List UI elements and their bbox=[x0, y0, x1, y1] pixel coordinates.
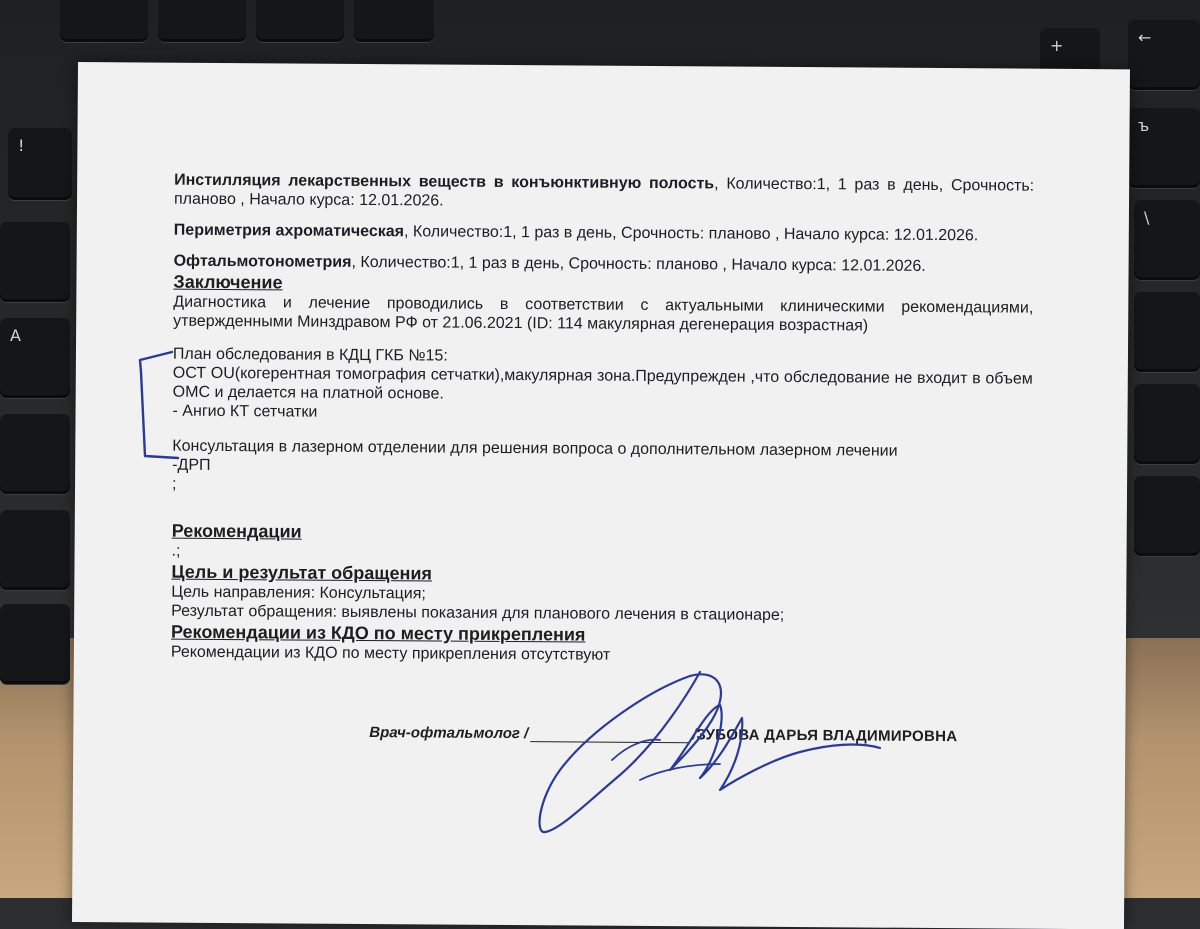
recommendations-text: .; bbox=[171, 542, 181, 560]
procedure-item bbox=[174, 171, 1034, 215]
keyboard-key: ъ bbox=[1128, 108, 1200, 188]
plan-oct: ОСТ OU(когерентная томография сетчатки),макулярная зона.Предупрежден ,что обследование не входит в объем ОМС и делается на платной основе. bbox=[172, 364, 1033, 403]
procedure-name: Инстилляция лекарственных веществ в конъюнктивную полость bbox=[174, 171, 715, 193]
signature-separator: / bbox=[692, 726, 697, 744]
keyboard-key bbox=[256, 0, 344, 42]
keyboard-key bbox=[1134, 384, 1200, 464]
keyboard-key: A bbox=[0, 318, 70, 398]
keyboard-key bbox=[0, 414, 70, 494]
keyboard-key bbox=[60, 0, 148, 42]
keyboard-key bbox=[1134, 476, 1200, 556]
keyboard-key bbox=[0, 510, 70, 590]
procedure-details: , Количество:1, 1 раз в день, Срочность: планово , Начало курса: 12.01.2026. bbox=[403, 223, 979, 245]
procedure-item bbox=[174, 221, 1034, 246]
doctor-name: ЗУБОВА ДАРЬЯ ВЛАДИМИРОВНА bbox=[696, 726, 958, 746]
keyboard-key bbox=[158, 0, 246, 42]
document-body bbox=[171, 171, 1034, 668]
procedure-details: , Количество:1, 1 раз в день, Срочность: планово , Начало курса: 12.01.2026. bbox=[173, 175, 1035, 210]
goal-result: Результат обращения: выявлены показания для планового лечения в стационаре; bbox=[171, 602, 785, 624]
procedure-name: Офтальмотонометрия bbox=[173, 252, 352, 271]
keyboard-key bbox=[1134, 292, 1200, 372]
diagnosis-drp: -ДРП bbox=[172, 456, 211, 474]
keyboard-key: ← bbox=[1128, 20, 1200, 90]
laser-consult: Консультация в лазерном отделении для решения вопроса о дополнительном лазерном лечении bbox=[172, 437, 898, 460]
keyboard-key bbox=[0, 222, 70, 302]
separator-semicolon: ; bbox=[171, 475, 177, 493]
plan-angio: - Ангио КТ сетчатки bbox=[172, 402, 318, 421]
keyboard-key: \ bbox=[1134, 200, 1200, 280]
keyboard-key: + bbox=[1040, 28, 1100, 80]
keyboard-key bbox=[0, 604, 70, 684]
goal-purpose: Цель направления: Консультация; bbox=[171, 583, 426, 603]
conclusion-heading: Заключение bbox=[173, 271, 283, 293]
recommendations-heading: Рекомендации bbox=[171, 520, 302, 542]
plan-title: План обследования в КДЦ ГКБ №15: bbox=[172, 345, 448, 365]
procedure-details: , Количество:1, 1 раз в день, Срочность: планово , Начало курса: 12.01.2026. bbox=[351, 253, 926, 275]
signature-row bbox=[369, 724, 1029, 746]
signature-line bbox=[530, 741, 690, 743]
document-sheet bbox=[72, 62, 1130, 929]
keyboard-key: ! bbox=[8, 128, 72, 200]
conclusion-text: Диагностика и лечение проводились в соответствии с актуальными клиническими рекомендациями, утвержденными Минздравом РФ от 21.06.2021 (ID: 114 макулярная дегенерация возрастная) bbox=[173, 293, 1034, 335]
doctor-role: Врач-офтальмолог / bbox=[369, 724, 529, 743]
procedure-name: Периметрия ахроматическая bbox=[173, 221, 405, 241]
kdo-heading: Рекомендации из КДО по месту прикрепления bbox=[170, 621, 586, 645]
kdo-text: Рекомендации из КДО по месту прикрепления отсутствуют bbox=[170, 643, 611, 664]
goal-heading: Цель и результат обращения bbox=[171, 561, 433, 584]
keyboard-key bbox=[354, 0, 434, 42]
